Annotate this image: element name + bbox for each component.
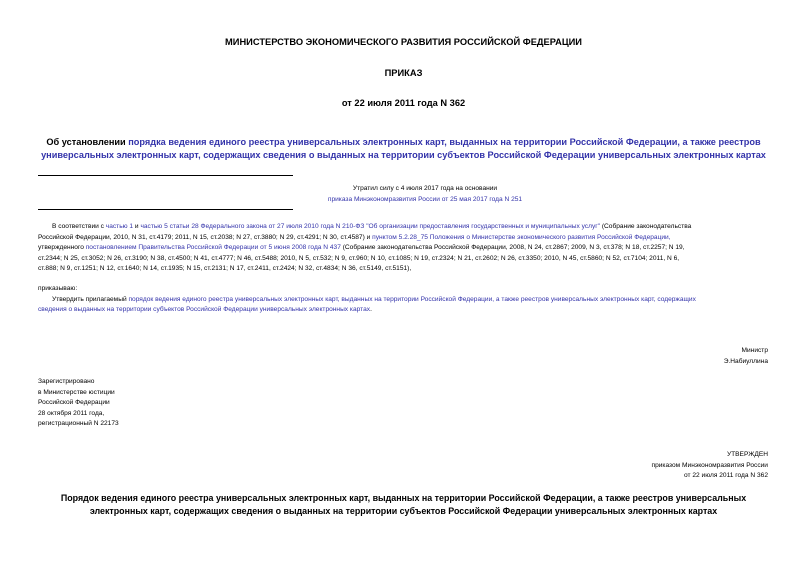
divider-bottom	[38, 209, 293, 210]
preamble-text: (Собрание законодательства	[600, 223, 692, 230]
registration-line: Зарегистрировано	[38, 378, 95, 385]
registration-number: регистрационный N 22173	[38, 420, 119, 427]
status-link-order-251[interactable]: приказа Минэкономразвития России от 25 мая 2017 года N 251	[327, 195, 523, 203]
registration-line: Российской Федерации	[38, 399, 110, 406]
title-link-procedure[interactable]: порядка ведения единого реестра универсальных электронных карт, выданных на территории Российской Федерации, а также реестров	[128, 137, 761, 147]
signature-name: Э.Набиуллина	[723, 357, 768, 365]
status-note	[325, 184, 525, 205]
link-regulation-point[interactable]: пунктом 5.2.28_75 Положения о Министерстве экономического развития Российской Федерации,	[372, 233, 671, 241]
link-part-1[interactable]: частью 1	[105, 223, 134, 230]
registration-block	[38, 377, 119, 430]
ministry-heading: МИНИСТЕРСТВО ЭКОНОМИЧЕСКОГО РАЗВИТИЯ РОССИЙСКОЙ ФЕДЕРАЦИИ	[225, 37, 582, 47]
status-line: Утратил силу с 4 июля 2017 года на основании	[352, 185, 498, 192]
order-text: .	[370, 306, 372, 313]
preamble-text: (Собрание законодательства Российской Федерации, 2008, N 24, ст.2867; 2009, N 3, ст.378; N 18, ст.2257; N 19,	[340, 244, 685, 251]
order-paragraph	[38, 284, 770, 316]
approval-line: УТВЕРЖДЕН	[726, 451, 768, 458]
link-government-decree-437[interactable]: постановлением Правительства Российской Федерации от 5 июня 2008 года N 437	[85, 244, 341, 251]
link-procedure-approved[interactable]: порядок ведения единого реестра универсальных электронных карт, выданных на территории Российской Федерации, а также реестров универсальных электронных карт, содержащих	[128, 295, 696, 303]
doc-type-heading: ПРИКАЗ	[384, 68, 423, 78]
link-federal-law-210[interactable]: частью 5 статьи 28 Федерального закона от 27 июля 2010 года N 210-ФЗ "Об организации предоставления государственных и муниципальных услуг"	[140, 223, 600, 230]
order-text: Утвердить прилагаемый	[52, 295, 129, 303]
approval-line: приказом Минэкономразвития России	[651, 461, 768, 469]
registration-date: 28 октября 2011 года,	[38, 409, 105, 417]
approval-line: от 22 июля 2011 года N 362	[683, 472, 768, 479]
divider-top	[38, 175, 293, 176]
link-procedure-approved-cont[interactable]: сведения о выданных на территории субъектов Российской Федерации универсальных электронных картах	[38, 306, 371, 313]
preamble-text: ст.2344; N 25, ст.3052; N 26, ст.3190; N 38, ст.4500; N 41, ст.4777; N 46, ст.5488; 2010, N 5, ст.532; N 9, ст.960; N 10, ст.1085; N 19, ст.2324; N 21, ст.2602; N 26, ст.3350; 2010, N 45, ст.5860; N 52, ст.7104; 2011, N 6,	[38, 254, 680, 262]
doc-date-number: от 22 июля 2011 года N 362	[341, 98, 466, 108]
approval-block	[652, 450, 769, 482]
preamble-text: утвержденного	[38, 244, 86, 251]
procedure-title-line: Порядок ведения единого реестра универсальных электронных карт, выданных на территории Российской Федерации, а также реестров универсальных	[60, 493, 747, 503]
preamble-text: В соответствии с	[52, 223, 106, 230]
procedure-title	[0, 492, 807, 517]
signature-block	[724, 346, 768, 367]
title-link-procedure-cont[interactable]: универсальных электронных карт, содержащих сведения о выданных на территории субъектов Российской Федерации универсальных электронных картах	[41, 149, 766, 160]
preamble-paragraph	[38, 222, 770, 275]
preamble-text: ст.888; N 9, ст.1251; N 12, ст.1640; N 14, ст.1935; N 15, ст.2131; N 17, ст.2411, ст.2424; N 32, ст.4834; N 36, ст.5149, ст.5151),	[38, 265, 412, 272]
registration-line: в Министерстве юстиции	[38, 388, 115, 396]
signature-position: Министр	[741, 347, 768, 354]
order-verb: приказываю:	[38, 285, 78, 292]
title-prefix: Об установлении	[46, 137, 129, 147]
procedure-title-line: электронных карт, содержащих сведения о выданных на территории субъектов Российской Федерации универсальных электронных картах	[89, 505, 718, 516]
document-title	[0, 136, 807, 161]
preamble-text: и	[133, 223, 141, 230]
preamble-text: Российской Федерации, 2010, N 31, ст.4179; 2011, N 15, ст.2038; N 27, ст.3880; N 29, ст.4291; N 30, ст.4587) и	[38, 233, 373, 241]
